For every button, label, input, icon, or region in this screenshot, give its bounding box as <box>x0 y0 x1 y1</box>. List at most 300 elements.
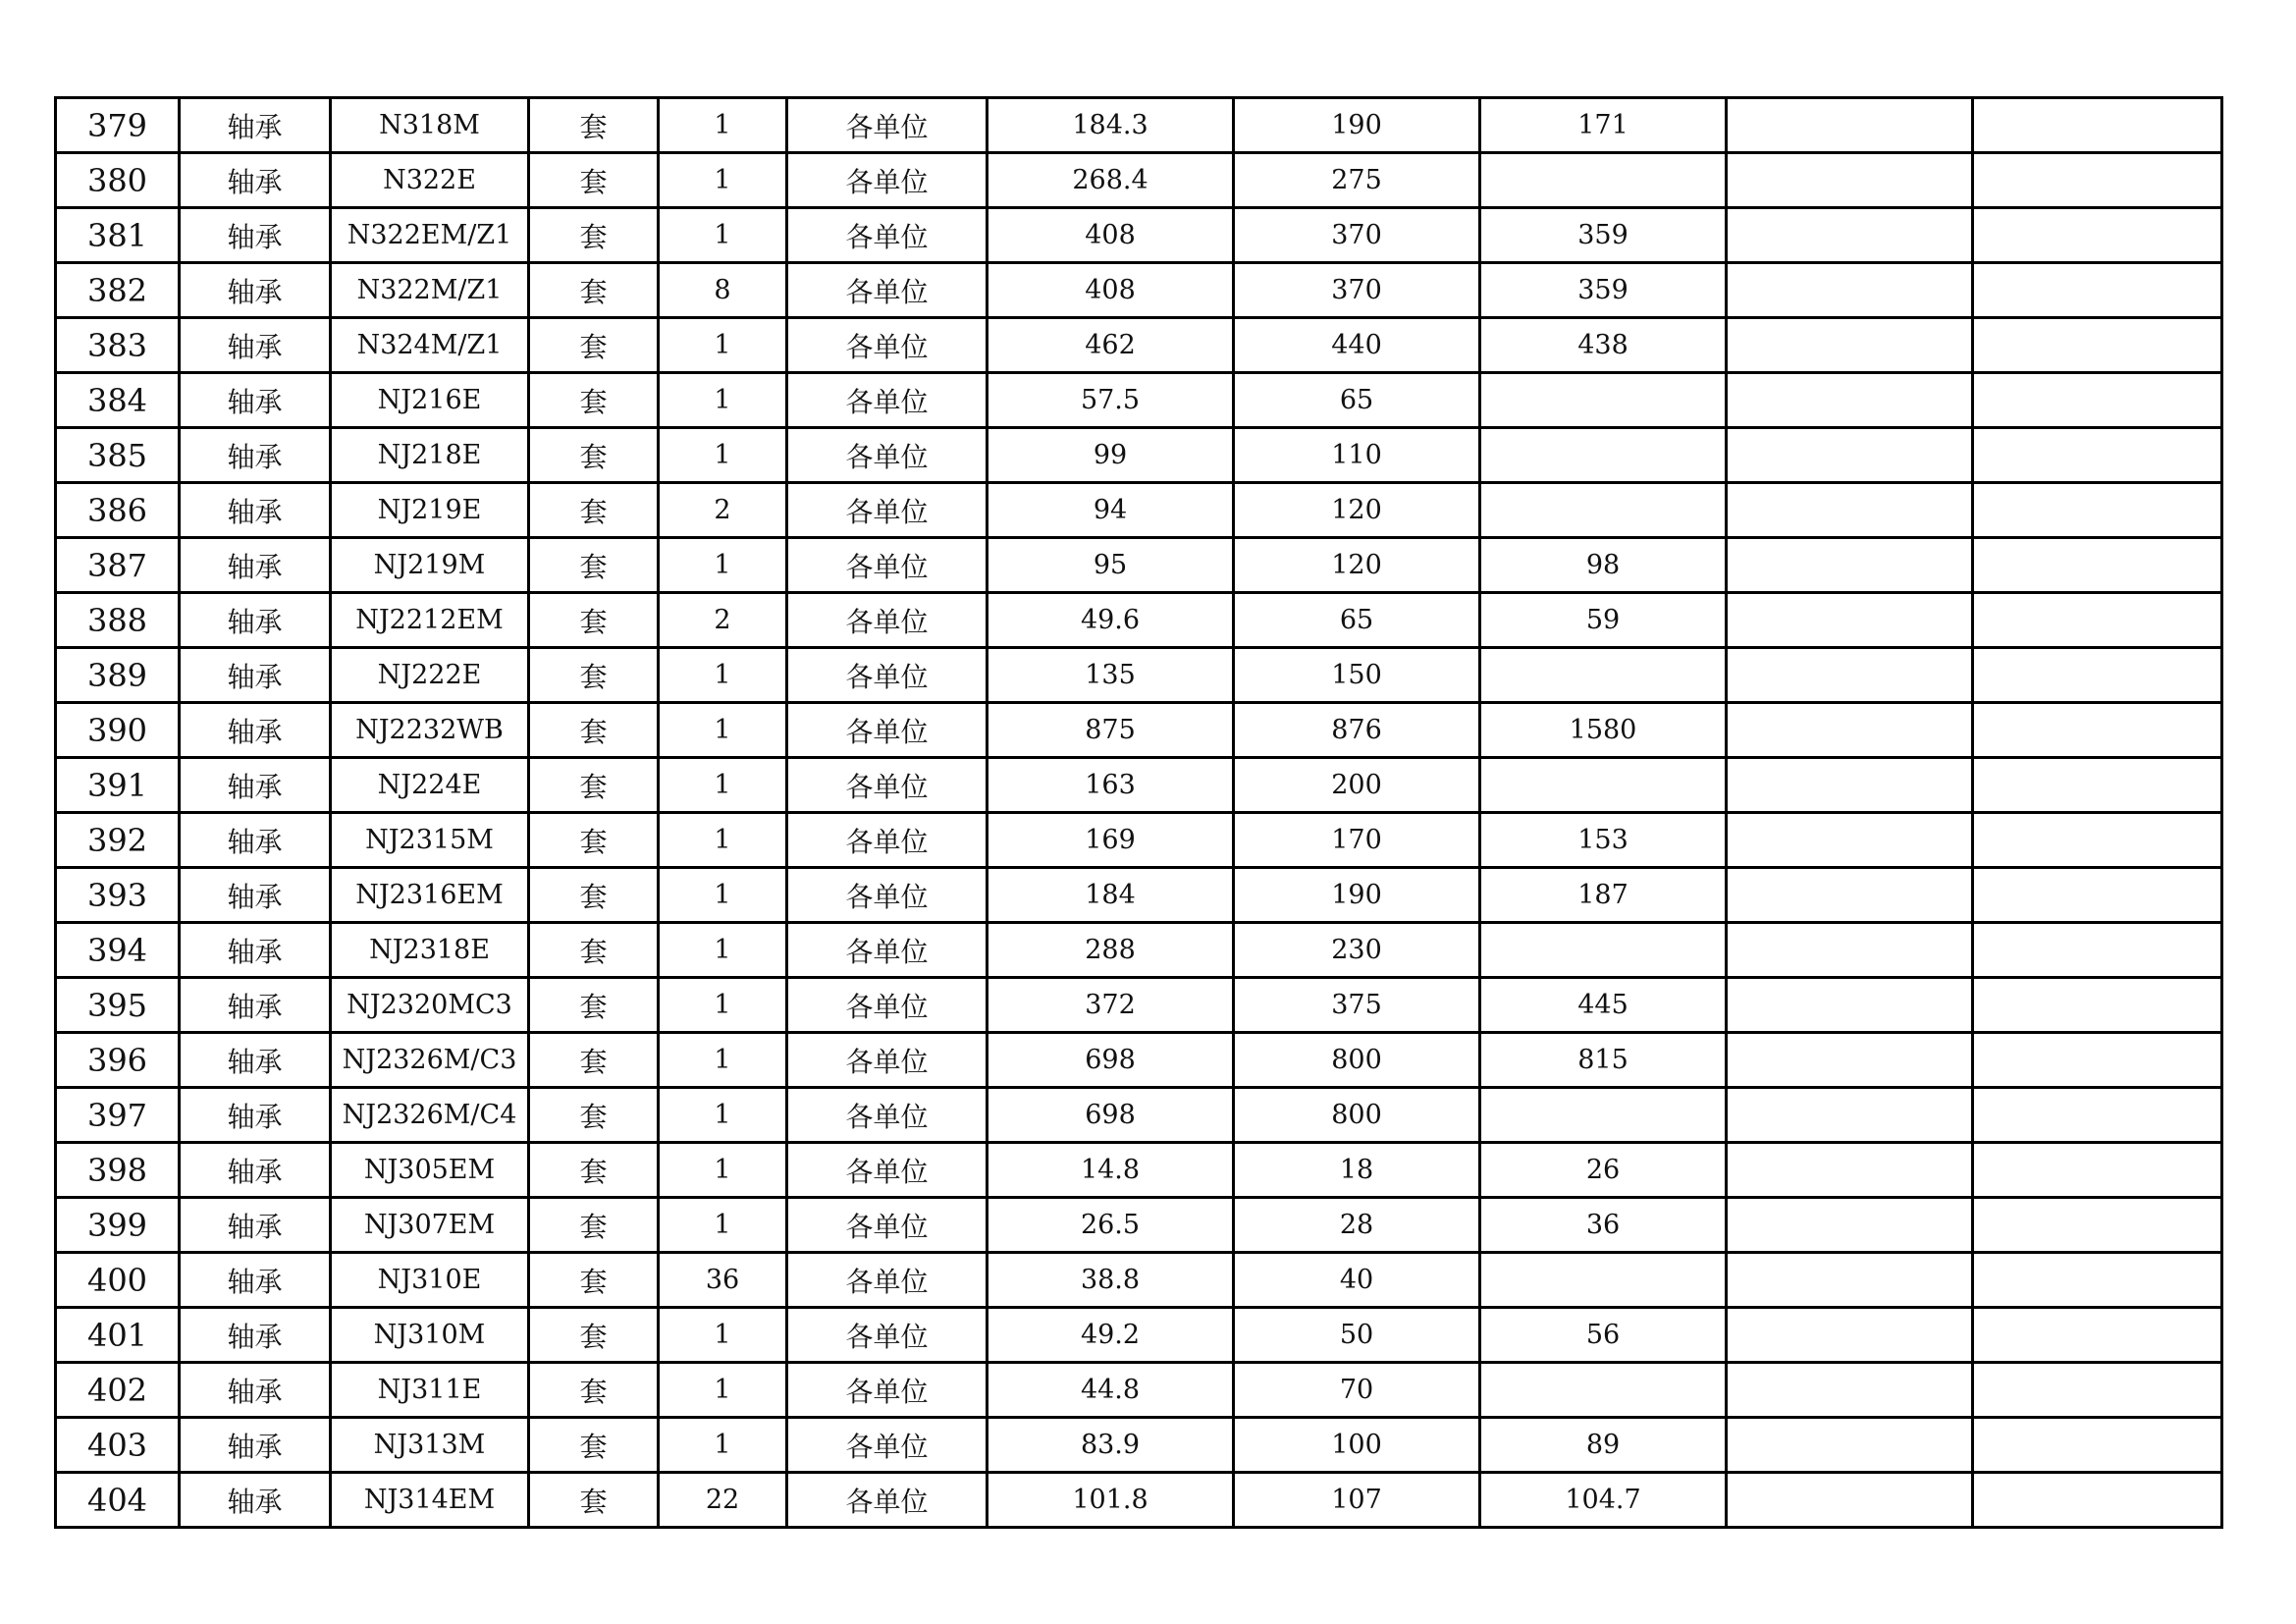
price-5-cell <box>1973 813 2222 868</box>
price-3-cell <box>1480 153 1727 208</box>
quantity-cell: 1 <box>659 373 787 428</box>
item-name-cell: 轴承 <box>180 208 331 263</box>
price-4-cell <box>1727 428 1973 483</box>
price-2-cell: 190 <box>1234 868 1480 923</box>
price-5-cell <box>1973 1198 2222 1253</box>
unit-cell: 套 <box>529 923 659 978</box>
price-1-cell: 184.3 <box>988 98 1234 153</box>
price-table <box>54 96 2223 1529</box>
department-cell: 各单位 <box>787 813 988 868</box>
model-cell: NJ2316EM <box>331 868 529 923</box>
price-1-cell: 14.8 <box>988 1143 1234 1198</box>
serial-number-cell: 390 <box>56 703 180 758</box>
price-2-cell: 370 <box>1234 263 1480 318</box>
price-1-cell: 26.5 <box>988 1198 1234 1253</box>
unit-cell: 套 <box>529 373 659 428</box>
price-3-cell: 89 <box>1480 1418 1727 1473</box>
price-2-cell: 28 <box>1234 1198 1480 1253</box>
price-5-cell <box>1973 208 2222 263</box>
table-row <box>56 1418 2222 1473</box>
quantity-cell: 1 <box>659 978 787 1033</box>
price-5-cell <box>1973 758 2222 813</box>
price-4-cell <box>1727 1088 1973 1143</box>
price-3-cell: 36 <box>1480 1198 1727 1253</box>
price-1-cell: 875 <box>988 703 1234 758</box>
price-3-cell: 59 <box>1480 593 1727 648</box>
price-4-cell <box>1727 758 1973 813</box>
price-1-cell: 698 <box>988 1033 1234 1088</box>
price-5-cell <box>1973 978 2222 1033</box>
table-row <box>56 153 2222 208</box>
unit-cell: 套 <box>529 1088 659 1143</box>
table-row <box>56 318 2222 373</box>
price-4-cell <box>1727 1363 1973 1418</box>
item-name-cell: 轴承 <box>180 373 331 428</box>
department-cell: 各单位 <box>787 923 988 978</box>
unit-cell: 套 <box>529 263 659 318</box>
model-cell: NJ224E <box>331 758 529 813</box>
price-3-cell: 104.7 <box>1480 1473 1727 1528</box>
price-3-cell: 98 <box>1480 538 1727 593</box>
unit-cell: 套 <box>529 1473 659 1528</box>
price-4-cell <box>1727 923 1973 978</box>
price-2-cell: 18 <box>1234 1143 1480 1198</box>
quantity-cell: 8 <box>659 263 787 318</box>
table-row <box>56 1033 2222 1088</box>
price-3-cell <box>1480 1253 1727 1308</box>
model-cell: NJ222E <box>331 648 529 703</box>
price-4-cell <box>1727 483 1973 538</box>
serial-number-cell: 381 <box>56 208 180 263</box>
price-5-cell <box>1973 483 2222 538</box>
quantity-cell: 1 <box>659 1143 787 1198</box>
serial-number-cell: 388 <box>56 593 180 648</box>
model-cell: NJ219E <box>331 483 529 538</box>
price-2-cell: 190 <box>1234 98 1480 153</box>
model-cell: N324M/Z1 <box>331 318 529 373</box>
serial-number-cell: 398 <box>56 1143 180 1198</box>
price-3-cell: 445 <box>1480 978 1727 1033</box>
item-name-cell: 轴承 <box>180 813 331 868</box>
price-3-cell <box>1480 923 1727 978</box>
price-5-cell <box>1973 1033 2222 1088</box>
unit-cell: 套 <box>529 1198 659 1253</box>
item-name-cell: 轴承 <box>180 428 331 483</box>
price-4-cell <box>1727 538 1973 593</box>
price-4-cell <box>1727 1033 1973 1088</box>
price-4-cell <box>1727 868 1973 923</box>
item-name-cell: 轴承 <box>180 483 331 538</box>
serial-number-cell: 400 <box>56 1253 180 1308</box>
quantity-cell: 2 <box>659 593 787 648</box>
item-name-cell: 轴承 <box>180 1088 331 1143</box>
department-cell: 各单位 <box>787 1363 988 1418</box>
price-3-cell: 153 <box>1480 813 1727 868</box>
table-row <box>56 1473 2222 1528</box>
model-cell: NJ2326M/C4 <box>331 1088 529 1143</box>
item-name-cell: 轴承 <box>180 1253 331 1308</box>
price-3-cell <box>1480 758 1727 813</box>
item-name-cell: 轴承 <box>180 923 331 978</box>
serial-number-cell: 382 <box>56 263 180 318</box>
price-4-cell <box>1727 318 1973 373</box>
quantity-cell: 1 <box>659 758 787 813</box>
price-2-cell: 230 <box>1234 923 1480 978</box>
item-name-cell: 轴承 <box>180 538 331 593</box>
price-3-cell: 26 <box>1480 1143 1727 1198</box>
serial-number-cell: 383 <box>56 318 180 373</box>
price-3-cell: 1580 <box>1480 703 1727 758</box>
serial-number-cell: 393 <box>56 868 180 923</box>
table-row <box>56 593 2222 648</box>
price-4-cell <box>1727 648 1973 703</box>
department-cell: 各单位 <box>787 483 988 538</box>
table-row <box>56 1363 2222 1418</box>
serial-number-cell: 379 <box>56 98 180 153</box>
price-5-cell <box>1973 1143 2222 1198</box>
price-4-cell <box>1727 1143 1973 1198</box>
item-name-cell: 轴承 <box>180 1033 331 1088</box>
serial-number-cell: 404 <box>56 1473 180 1528</box>
serial-number-cell: 386 <box>56 483 180 538</box>
model-cell: NJ2232WB <box>331 703 529 758</box>
item-name-cell: 轴承 <box>180 758 331 813</box>
serial-number-cell: 384 <box>56 373 180 428</box>
price-1-cell: 101.8 <box>988 1473 1234 1528</box>
model-cell: NJ2320MC3 <box>331 978 529 1033</box>
price-1-cell: 408 <box>988 208 1234 263</box>
price-5-cell <box>1973 868 2222 923</box>
price-4-cell <box>1727 813 1973 868</box>
item-name-cell: 轴承 <box>180 1363 331 1418</box>
unit-cell: 套 <box>529 98 659 153</box>
price-1-cell: 94 <box>988 483 1234 538</box>
item-name-cell: 轴承 <box>180 318 331 373</box>
serial-number-cell: 401 <box>56 1308 180 1363</box>
price-2-cell: 50 <box>1234 1308 1480 1363</box>
price-2-cell: 800 <box>1234 1033 1480 1088</box>
price-4-cell <box>1727 1198 1973 1253</box>
item-name-cell: 轴承 <box>180 1308 331 1363</box>
price-4-cell <box>1727 593 1973 648</box>
price-1-cell: 95 <box>988 538 1234 593</box>
model-cell: N322E <box>331 153 529 208</box>
table-row <box>56 813 2222 868</box>
department-cell: 各单位 <box>787 1308 988 1363</box>
department-cell: 各单位 <box>787 373 988 428</box>
price-5-cell <box>1973 263 2222 318</box>
department-cell: 各单位 <box>787 648 988 703</box>
price-3-cell: 56 <box>1480 1308 1727 1363</box>
price-5-cell <box>1973 703 2222 758</box>
table-row <box>56 978 2222 1033</box>
item-name-cell: 轴承 <box>180 1143 331 1198</box>
price-3-cell <box>1480 648 1727 703</box>
department-cell: 各单位 <box>787 208 988 263</box>
item-name-cell: 轴承 <box>180 263 331 318</box>
table-row <box>56 263 2222 318</box>
price-2-cell: 876 <box>1234 703 1480 758</box>
quantity-cell: 1 <box>659 868 787 923</box>
serial-number-cell: 391 <box>56 758 180 813</box>
price-4-cell <box>1727 373 1973 428</box>
serial-number-cell: 394 <box>56 923 180 978</box>
price-1-cell: 44.8 <box>988 1363 1234 1418</box>
table-row <box>56 483 2222 538</box>
price-2-cell: 150 <box>1234 648 1480 703</box>
price-2-cell: 70 <box>1234 1363 1480 1418</box>
item-name-cell: 轴承 <box>180 868 331 923</box>
quantity-cell: 1 <box>659 98 787 153</box>
price-1-cell: 268.4 <box>988 153 1234 208</box>
price-3-cell: 359 <box>1480 263 1727 318</box>
unit-cell: 套 <box>529 978 659 1033</box>
department-cell: 各单位 <box>787 318 988 373</box>
unit-cell: 套 <box>529 318 659 373</box>
department-cell: 各单位 <box>787 1473 988 1528</box>
model-cell: NJ313M <box>331 1418 529 1473</box>
department-cell: 各单位 <box>787 428 988 483</box>
unit-cell: 套 <box>529 648 659 703</box>
quantity-cell: 1 <box>659 1308 787 1363</box>
price-1-cell: 135 <box>988 648 1234 703</box>
price-2-cell: 65 <box>1234 373 1480 428</box>
price-5-cell <box>1973 1088 2222 1143</box>
quantity-cell: 2 <box>659 483 787 538</box>
model-cell: NJ2212EM <box>331 593 529 648</box>
price-1-cell: 99 <box>988 428 1234 483</box>
price-2-cell: 120 <box>1234 538 1480 593</box>
unit-cell: 套 <box>529 868 659 923</box>
price-2-cell: 40 <box>1234 1253 1480 1308</box>
price-1-cell: 372 <box>988 978 1234 1033</box>
price-2-cell: 370 <box>1234 208 1480 263</box>
model-cell: NJ307EM <box>331 1198 529 1253</box>
quantity-cell: 1 <box>659 428 787 483</box>
serial-number-cell: 399 <box>56 1198 180 1253</box>
unit-cell: 套 <box>529 428 659 483</box>
model-cell: NJ314EM <box>331 1473 529 1528</box>
serial-number-cell: 396 <box>56 1033 180 1088</box>
price-4-cell <box>1727 703 1973 758</box>
department-cell: 各单位 <box>787 1143 988 1198</box>
unit-cell: 套 <box>529 483 659 538</box>
price-1-cell: 169 <box>988 813 1234 868</box>
price-3-cell: 187 <box>1480 868 1727 923</box>
model-cell: N318M <box>331 98 529 153</box>
serial-number-cell: 387 <box>56 538 180 593</box>
unit-cell: 套 <box>529 1418 659 1473</box>
price-5-cell <box>1973 98 2222 153</box>
price-2-cell: 200 <box>1234 758 1480 813</box>
department-cell: 各单位 <box>787 98 988 153</box>
unit-cell: 套 <box>529 758 659 813</box>
model-cell: NJ311E <box>331 1363 529 1418</box>
price-4-cell <box>1727 208 1973 263</box>
model-cell: NJ218E <box>331 428 529 483</box>
department-cell: 各单位 <box>787 703 988 758</box>
model-cell: NJ305EM <box>331 1143 529 1198</box>
quantity-cell: 1 <box>659 153 787 208</box>
item-name-cell: 轴承 <box>180 593 331 648</box>
table-row <box>56 868 2222 923</box>
unit-cell: 套 <box>529 1033 659 1088</box>
price-4-cell <box>1727 98 1973 153</box>
unit-cell: 套 <box>529 1253 659 1308</box>
department-cell: 各单位 <box>787 1033 988 1088</box>
serial-number-cell: 380 <box>56 153 180 208</box>
price-5-cell <box>1973 428 2222 483</box>
price-1-cell: 184 <box>988 868 1234 923</box>
item-name-cell: 轴承 <box>180 703 331 758</box>
table-row <box>56 648 2222 703</box>
unit-cell: 套 <box>529 1143 659 1198</box>
unit-cell: 套 <box>529 593 659 648</box>
price-3-cell <box>1480 1363 1727 1418</box>
model-cell: NJ2326M/C3 <box>331 1033 529 1088</box>
quantity-cell: 1 <box>659 1033 787 1088</box>
quantity-cell: 1 <box>659 1418 787 1473</box>
price-2-cell: 120 <box>1234 483 1480 538</box>
table-row <box>56 538 2222 593</box>
table-row <box>56 1198 2222 1253</box>
model-cell: NJ2315M <box>331 813 529 868</box>
price-2-cell: 375 <box>1234 978 1480 1033</box>
department-cell: 各单位 <box>787 593 988 648</box>
table-row <box>56 1143 2222 1198</box>
quantity-cell: 1 <box>659 1088 787 1143</box>
price-5-cell <box>1973 1473 2222 1528</box>
item-name-cell: 轴承 <box>180 1418 331 1473</box>
price-1-cell: 57.5 <box>988 373 1234 428</box>
quantity-cell: 36 <box>659 1253 787 1308</box>
department-cell: 各单位 <box>787 538 988 593</box>
price-5-cell <box>1973 593 2222 648</box>
price-3-cell <box>1480 428 1727 483</box>
item-name-cell: 轴承 <box>180 98 331 153</box>
quantity-cell: 1 <box>659 318 787 373</box>
price-5-cell <box>1973 648 2222 703</box>
price-1-cell: 163 <box>988 758 1234 813</box>
price-2-cell: 440 <box>1234 318 1480 373</box>
table-body <box>56 98 2222 1528</box>
price-4-cell <box>1727 1253 1973 1308</box>
item-name-cell: 轴承 <box>180 978 331 1033</box>
price-4-cell <box>1727 1418 1973 1473</box>
price-3-cell <box>1480 483 1727 538</box>
unit-cell: 套 <box>529 1308 659 1363</box>
price-3-cell <box>1480 373 1727 428</box>
quantity-cell: 1 <box>659 1363 787 1418</box>
quantity-cell: 1 <box>659 648 787 703</box>
department-cell: 各单位 <box>787 758 988 813</box>
price-5-cell <box>1973 318 2222 373</box>
model-cell: NJ310M <box>331 1308 529 1363</box>
item-name-cell: 轴承 <box>180 1198 331 1253</box>
price-5-cell <box>1973 538 2222 593</box>
price-4-cell <box>1727 263 1973 318</box>
price-3-cell <box>1480 1088 1727 1143</box>
table-row <box>56 98 2222 153</box>
department-cell: 各单位 <box>787 868 988 923</box>
price-5-cell <box>1973 373 2222 428</box>
model-cell: NJ216E <box>331 373 529 428</box>
table-row <box>56 1088 2222 1143</box>
table-row <box>56 428 2222 483</box>
price-1-cell: 49.2 <box>988 1308 1234 1363</box>
price-5-cell <box>1973 1363 2222 1418</box>
item-name-cell: 轴承 <box>180 648 331 703</box>
price-1-cell: 38.8 <box>988 1253 1234 1308</box>
quantity-cell: 1 <box>659 208 787 263</box>
price-1-cell: 698 <box>988 1088 1234 1143</box>
price-1-cell: 408 <box>988 263 1234 318</box>
price-4-cell <box>1727 153 1973 208</box>
price-2-cell: 110 <box>1234 428 1480 483</box>
quantity-cell: 22 <box>659 1473 787 1528</box>
price-5-cell <box>1973 923 2222 978</box>
price-4-cell <box>1727 978 1973 1033</box>
serial-number-cell: 397 <box>56 1088 180 1143</box>
model-cell: N322M/Z1 <box>331 263 529 318</box>
department-cell: 各单位 <box>787 1198 988 1253</box>
price-2-cell: 65 <box>1234 593 1480 648</box>
department-cell: 各单位 <box>787 153 988 208</box>
price-5-cell <box>1973 1418 2222 1473</box>
price-3-cell: 359 <box>1480 208 1727 263</box>
price-1-cell: 288 <box>988 923 1234 978</box>
price-2-cell: 275 <box>1234 153 1480 208</box>
price-4-cell <box>1727 1473 1973 1528</box>
model-cell: N322EM/Z1 <box>331 208 529 263</box>
table-row <box>56 923 2222 978</box>
table-row <box>56 758 2222 813</box>
table-row <box>56 1253 2222 1308</box>
serial-number-cell: 395 <box>56 978 180 1033</box>
price-3-cell: 171 <box>1480 98 1727 153</box>
price-2-cell: 100 <box>1234 1418 1480 1473</box>
quantity-cell: 1 <box>659 703 787 758</box>
department-cell: 各单位 <box>787 1253 988 1308</box>
price-1-cell: 83.9 <box>988 1418 1234 1473</box>
serial-number-cell: 402 <box>56 1363 180 1418</box>
quantity-cell: 1 <box>659 1198 787 1253</box>
price-5-cell <box>1973 153 2222 208</box>
unit-cell: 套 <box>529 538 659 593</box>
price-1-cell: 49.6 <box>988 593 1234 648</box>
model-cell: NJ219M <box>331 538 529 593</box>
price-5-cell <box>1973 1253 2222 1308</box>
table-row <box>56 208 2222 263</box>
quantity-cell: 1 <box>659 813 787 868</box>
unit-cell: 套 <box>529 1363 659 1418</box>
item-name-cell: 轴承 <box>180 153 331 208</box>
department-cell: 各单位 <box>787 1088 988 1143</box>
serial-number-cell: 389 <box>56 648 180 703</box>
price-3-cell: 438 <box>1480 318 1727 373</box>
quantity-cell: 1 <box>659 538 787 593</box>
unit-cell: 套 <box>529 813 659 868</box>
serial-number-cell: 403 <box>56 1418 180 1473</box>
department-cell: 各单位 <box>787 1418 988 1473</box>
model-cell: NJ2318E <box>331 923 529 978</box>
department-cell: 各单位 <box>787 978 988 1033</box>
price-3-cell: 815 <box>1480 1033 1727 1088</box>
price-2-cell: 107 <box>1234 1473 1480 1528</box>
price-2-cell: 800 <box>1234 1088 1480 1143</box>
unit-cell: 套 <box>529 703 659 758</box>
table-row <box>56 373 2222 428</box>
